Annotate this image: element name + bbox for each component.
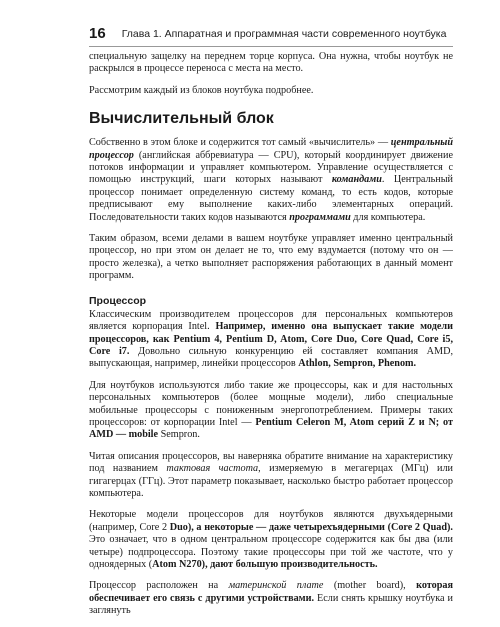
term-emphasis: командами: [331, 174, 382, 186]
bold-run: которая обеспечивает его связь с другими устройствами.: [89, 580, 454, 604]
running-header: [89, 20, 453, 47]
text-run: Для ноутбуков используются либо такие же процессоры, как и для настольных персональных компьютеров (более мощные модели), либо специальные мобильные процессоры с пониженным энергопотреблением. Примеры таких процессоров: от корпорации Intel —: [89, 379, 453, 428]
text-run: специальную защелку на переднем торце корпуса. Она нужна, чтобы ноутбук не раскрылся в процессе переноса с места на место.: [89, 51, 453, 75]
text-run: Таким образом, всеми делами в вашем ноутбуке управляет именно центральный процессор, но при этом он делает не то, что ему вздумается (потому что он — просто железка), а четко выполняет распоряжения работающих в данный момент программ.: [89, 233, 453, 282]
bold-run: Duo), а некоторые — даже четырехъядерными (Core 2 Quad).: [169, 521, 453, 533]
text-run: , измеряемую в мегагерцах (МГц) или гигагерцах (ГГц). Этот параметр показывает, насколько быстро работает процессор компьютера.: [89, 463, 453, 499]
text-run: Рассмотрим каждый из блоков ноутбука подробнее.: [89, 84, 314, 96]
bold-run: Athlon, Sempron, Phenom.: [298, 358, 417, 370]
text-run: Довольно сильную конкуренцию ей составляет компания AMD, выпускающая, например, линейки процессоров: [89, 345, 453, 370]
text-run: Если снять крышку ноутбука и заглянуть: [89, 592, 454, 617]
text-run: . Центральный процессор понимает определенную систему команд, то есть кодов, которые предписывают ему выполнение каких-либо элементарных операций. Последовательности таких кодов называются: [89, 174, 453, 223]
paragraph-cpu-definition: [89, 137, 453, 224]
term-emphasis: программами: [289, 211, 351, 223]
paragraph-continued: [89, 51, 453, 76]
paragraph-multicore: [89, 509, 453, 571]
text-run: для компьютера.: [350, 211, 426, 223]
subsection-heading: Процессор: [89, 294, 147, 307]
text-run: Собственно в этом блоке и содержится тот самый «вычислитель» —: [89, 137, 391, 149]
paragraph-intro: [89, 85, 453, 97]
page-number: 16: [89, 25, 106, 42]
paragraph-mobile-cpus: [89, 380, 453, 442]
text-run: Это означает, что в одном центральном процессоре содержится как бы два (или четыре) подпроцессора. Поэтому такие процессоры при той же частоте, что у одноядерных (: [89, 534, 453, 570]
text-run: (mother board),: [323, 580, 417, 592]
paragraph-clock-speed: [89, 451, 453, 501]
text-run: (английская аббревиатура — CPU), который координирует движение потоков информации и управляет компьютером. Управление осуществляется с помощью инструкций, шаги которых называют: [89, 149, 453, 186]
text-run: Процессор расположен на: [89, 580, 229, 592]
text-run: Классическим производителем процессоров для персональных компьютеров является корпорация Intel.: [89, 308, 453, 333]
text-run: Sempron.: [158, 429, 200, 441]
page-body: [89, 51, 453, 627]
term-emphasis: центральный процессор: [89, 137, 453, 161]
bold-run: Например, именно она выпускает такие модели процессоров, как Pentium 4, Pentium D, Atom, Core Duo, Core Quad, Core i5, Core i7.: [89, 321, 453, 357]
text-run: Некоторые модели процессоров для ноутбуков являются двухъядерными (например, Core 2: [89, 509, 453, 533]
paragraph-motherboard: [89, 580, 453, 617]
bold-run: Atom N270), дают большую производительность.: [152, 559, 378, 570]
italic-run: материнской плате: [228, 580, 324, 592]
paragraph-cpu-control: [89, 233, 453, 283]
section-heading: Вычислительный блок: [89, 110, 274, 128]
text-run: Читая описания процессоров, вы наверняка обратите внимание на характеристику под названием: [89, 450, 453, 475]
chapter-title: Глава 1. Аппаратная и программная части современного ноутбука: [121, 28, 447, 40]
bold-run: Pentium Celeron M, Atom серий Z и N; от AMD — mobile: [89, 416, 453, 441]
italic-run: тактовая частота: [166, 463, 259, 475]
paragraph-manufacturers: [89, 309, 453, 371]
